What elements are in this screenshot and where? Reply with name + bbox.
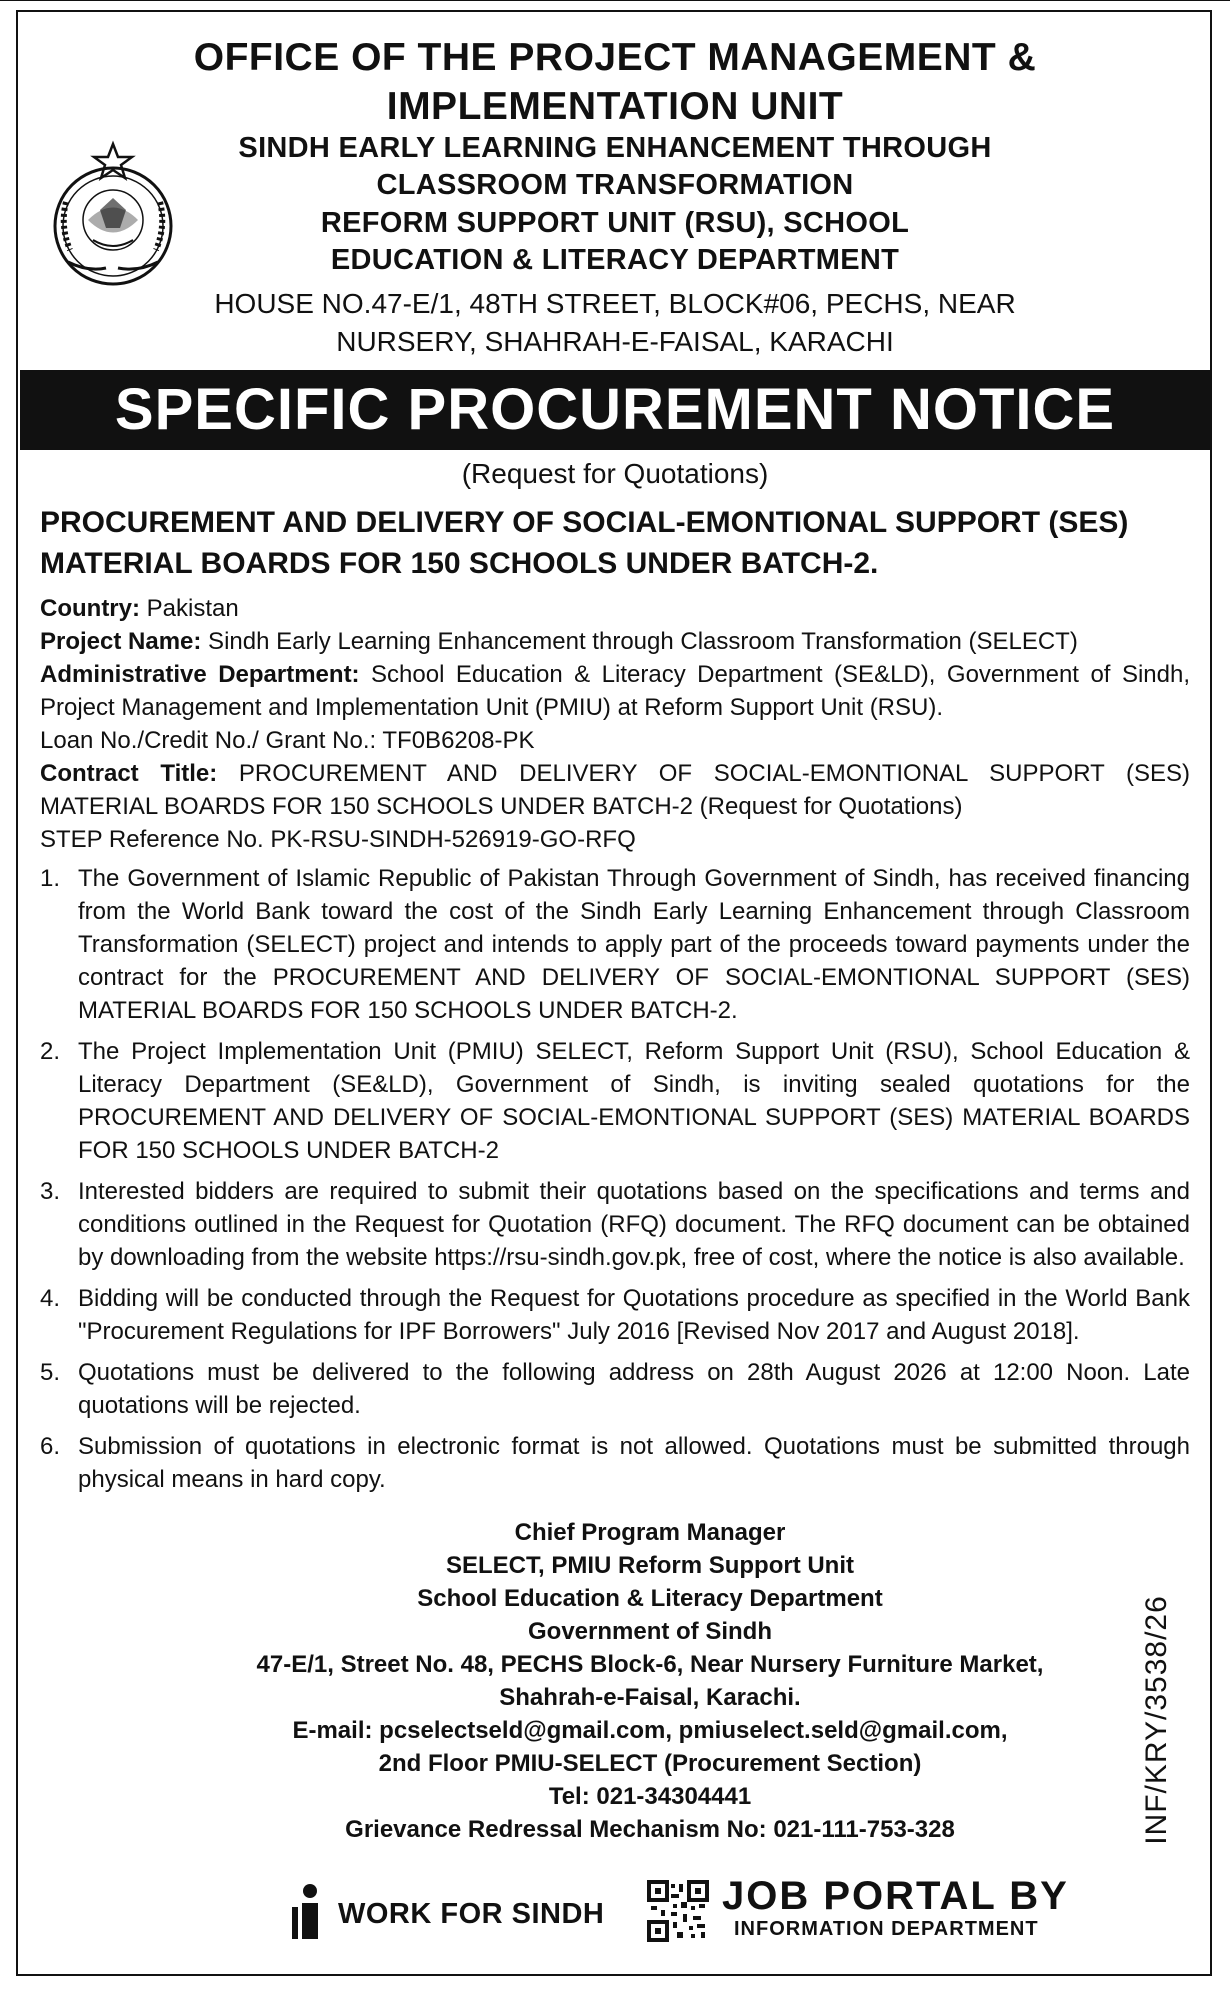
- clause-text: Submission of quotations in electronic format is not allowed. Quotations must be submitted through physical means in hard copy.: [78, 1433, 1190, 1493]
- header-address-2: NURSERY, SHAHRAH-E-FAISAL, KARACHI: [336, 326, 894, 357]
- clause-text: Quotations must be delivered to the following address on 28th August 2026 at 12:00 Noon. Late quotations will be rejected.: [78, 1359, 1190, 1419]
- clause-item: [40, 1282, 1190, 1348]
- meta-project-label: Project Name:: [40, 628, 202, 655]
- job-portal-text: JOB PORTAL BY: [722, 1874, 1069, 1918]
- header-line-6: EDUCATION & LITERACY DEPARTMENT: [330, 244, 900, 276]
- reference-code-text: INF/KRY/3538/26: [1140, 1595, 1173, 1845]
- header-address-1: HOUSE NO.47-E/1, 48TH STREET, BLOCK#06, PECHS, NEAR: [214, 288, 1016, 319]
- top-rule: [0, 0, 1230, 7]
- footer: [20, 1874, 1210, 1960]
- signature-city: Shahrah-e-Faisal, Karachi.: [499, 1684, 801, 1711]
- i-logo-icon: [288, 1883, 328, 1941]
- header-line-5: REFORM SUPPORT UNIT (RSU), SCHOOL: [320, 207, 910, 239]
- clause-number: 6.: [40, 1433, 61, 1460]
- meta-loan: Loan No./Credit No./ Grant No.: TF0B6208-PK: [40, 727, 535, 754]
- clause-text: The Government of Islamic Republic of Pakistan Through Government of Sindh, has received financing from the World Bank toward the cost of the Sindh Early Learning Enhancement through Classroom Transformation (SELECT) project and intends to apply part of the proceeds toward payments under the contract for the PROCUREMENT AND DELIVERY OF SOCIAL-EMONTIONAL SUPPORT (SES) MATERIAL BOARDS FOR 150 SCHOOLS UNDER BATCH-2.: [78, 865, 1190, 1024]
- clause-number: 5.: [40, 1359, 61, 1386]
- notice-title: PROCUREMENT AND DELIVERY OF SOCIAL-EMONTIONAL SUPPORT (SES) MATERIAL BOARDS FOR 150 SCHOOLS UNDER BATCH-2.: [40, 506, 1129, 580]
- reference-code: [1132, 1575, 1182, 1865]
- meta-admin-value: School Education & Literacy Department (SE&LD), Government of Sindh, Project Management and Implementation Unit (PMIU) at Reform Support Unit (RSU).: [40, 661, 1190, 721]
- meta-country-label: Country:: [40, 595, 140, 622]
- signature-address: 47-E/1, Street No. 48, PECHS Block-6, Near Nursery Furniture Market,: [256, 1651, 1044, 1678]
- meta-country: [40, 592, 1190, 625]
- signature-block: [180, 1516, 1120, 1846]
- notice-subtitle: (Request for Quotations): [461, 458, 769, 489]
- signature-floor: 2nd Floor PMIU-SELECT (Procurement Section): [378, 1750, 922, 1777]
- clause-text: Bidding will be conducted through the Request for Quotations procedure as specified in the World Bank "Procurement Regulations for IPF Borrowers" July 2016 [Revised Nov 2017 and August 2018].: [78, 1285, 1190, 1345]
- clause-text: Interested bidders are required to submit their quotations based on the specifications and terms and conditions outlined in the Request for Quotation (RFQ) document. The RFQ document can be obtained by downloading from the website https://rsu-sindh.gov.pk, free of cost, where the notice is also available.: [78, 1178, 1190, 1271]
- information-department-text: INFORMATION DEPARTMENT: [734, 1918, 1039, 1940]
- meta-contract-value: PROCUREMENT AND DELIVERY OF SOCIAL-EMONTIONAL SUPPORT (SES) MATERIAL BOARDS FOR 150 SCHOOLS UNDER BATCH-2 (Request for Quotations): [40, 760, 1191, 820]
- clause-text: The Project Implementation Unit (PMIU) SELECT, Reform Support Unit (RSU), School Education & Literacy Department (SE&LD), Government of Sindh, is inviting sealed quotations for the PROCUREMENT AND DELIVERY OF SOCIAL-EMONTIONAL SUPPORT (SES) MATERIAL BOARDS FOR 150 SCHOOLS UNDER BATCH-2: [78, 1038, 1190, 1164]
- signature-grievance: Grievance Redressal Mechanism No: 021-111-753-328: [345, 1816, 955, 1843]
- meta-admin: [40, 658, 1190, 724]
- clause-item: [40, 862, 1190, 1027]
- clause-item: [40, 1430, 1190, 1496]
- clause-item: [40, 1035, 1190, 1167]
- header-line-1: OFFICE OF THE PROJECT MANAGEMENT &: [193, 36, 1037, 79]
- qr-code-icon: [647, 1880, 709, 1942]
- signature-tel: Tel: 021-34304441: [548, 1783, 752, 1810]
- clause-number: 1.: [40, 865, 61, 892]
- notice-meta: [40, 592, 1190, 856]
- signature-email: E-mail: pcselectseld@gmail.com, pmiuselect.seld@gmail.com,: [292, 1717, 1008, 1744]
- header-line-3: SINDH EARLY LEARNING ENHANCEMENT THROUGH: [238, 132, 992, 164]
- meta-step-ref: STEP Reference No. PK-RSU-SINDH-526919-GO-RFQ: [40, 826, 636, 853]
- meta-project-value: Sindh Early Learning Enhancement through Classroom Transformation (SELECT): [201, 628, 1078, 655]
- signature-title: Chief Program Manager: [514, 1519, 786, 1546]
- meta-contract: [40, 757, 1190, 823]
- meta-project: [40, 625, 1190, 658]
- clause-number: 2.: [40, 1038, 61, 1065]
- work-for-sindh-text: WORK FOR SINDH: [338, 1898, 605, 1930]
- clause-number: 4.: [40, 1285, 61, 1312]
- signature-department: School Education & Literacy Department: [417, 1585, 883, 1612]
- clause-number: 3.: [40, 1178, 61, 1205]
- header-line-2: IMPLEMENTATION UNIT: [386, 85, 844, 128]
- clause-item: [40, 1356, 1190, 1422]
- signature-government: Government of Sindh: [527, 1618, 772, 1645]
- meta-admin-label: Administrative Department:: [40, 661, 360, 688]
- notice-clauses: [40, 862, 1190, 1504]
- clause-item: [40, 1175, 1190, 1274]
- signature-unit: SELECT, PMIU Reform Support Unit: [446, 1552, 854, 1579]
- meta-country-value: Pakistan: [139, 595, 239, 622]
- notice-banner: SPECIFIC PROCUREMENT NOTICE: [20, 370, 1210, 450]
- header-line-4: CLASSROOM TRANSFORMATION: [376, 169, 854, 201]
- meta-contract-label: Contract Title:: [40, 760, 218, 787]
